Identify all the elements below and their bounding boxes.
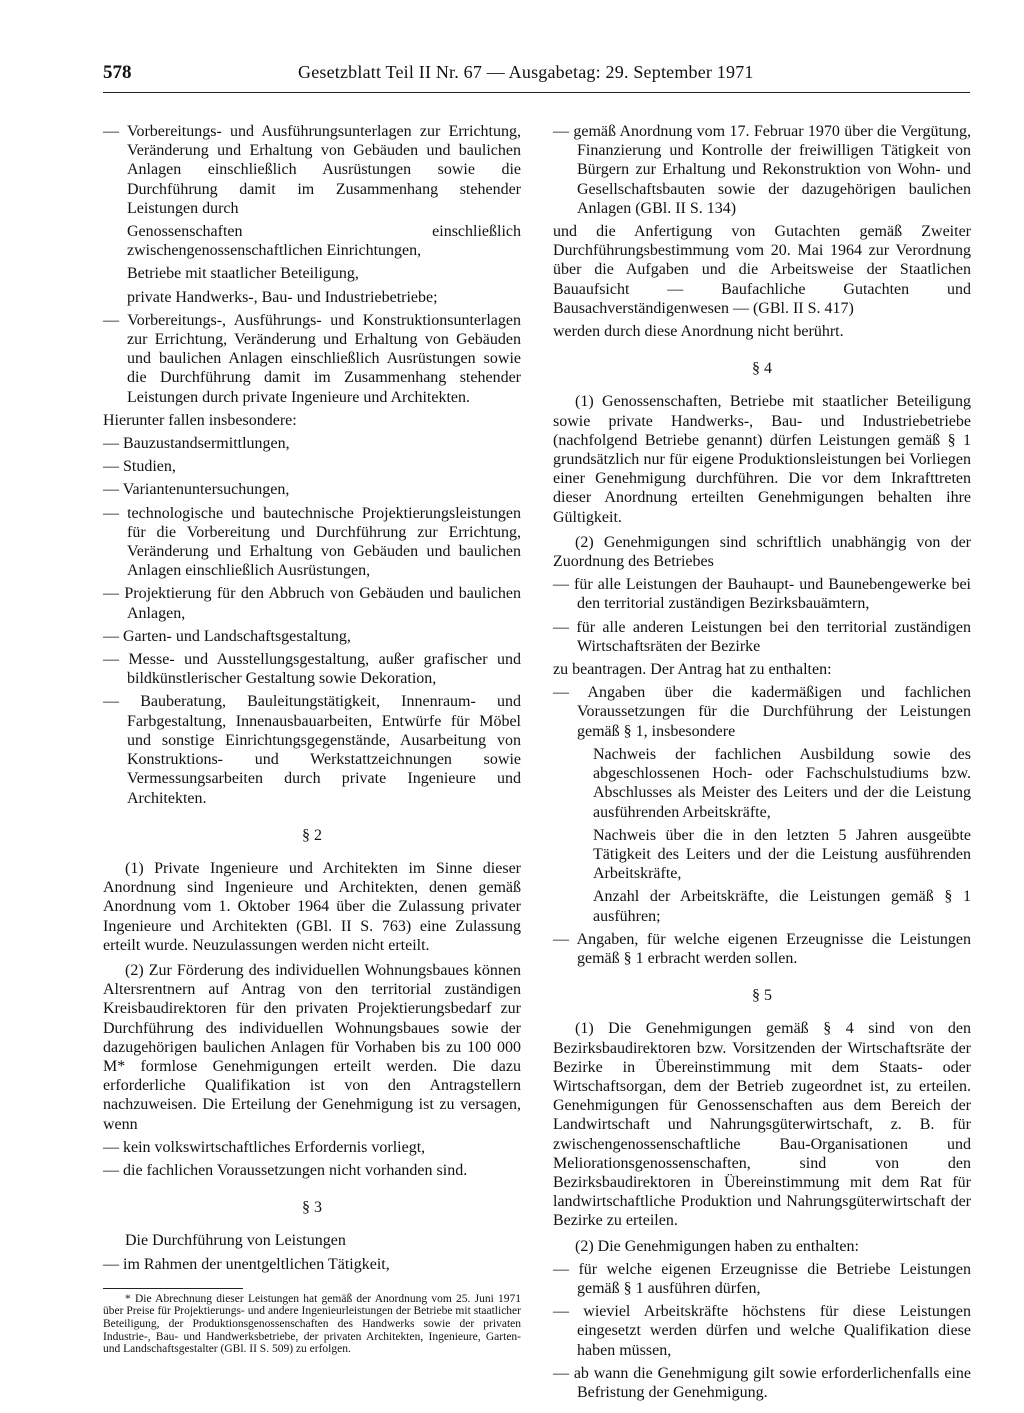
bullet-item: — die fachlichen Voraussetzungen nicht vorhanden sind. xyxy=(103,1161,468,1179)
sub-item: Genossenschaften einschließlich zwischengenossenschaftlichen Einrichtungen, xyxy=(127,223,521,260)
sub-item: Betriebe mit staatlicher Beteiligung, xyxy=(127,265,359,283)
list-item: — Studien, xyxy=(103,458,176,476)
footnote-text: * Die Abrechnung dieser Leistungen hat gemäß der Anordnung vom 25. Juni 1971 über Preise für Projektierungs- und andere Ingenieurleistungen der Betriebe mit staatlicher Beteiligung, der Produktionsgenossenschaften des Handwerks sowie der privaten Industrie-, Bau- und Handwerksbetriebe, der privaten Architekten, Ingenieure, Garten- und Landschaftsgestalter (GBl. II S. 509) zu erfolgen. xyxy=(103,1292,521,1356)
sub-item: Nachweis der fachlichen Ausbildung sowie des abgeschlossenen Hoch- oder Fachschulstudiums bzw. Abschlusses als Meister des Leiters und der die Leistung ausführenden Arbeitskräfte, xyxy=(593,745,971,821)
bullet-item: — für alle Leistungen der Bauhaupt- und Baunebengewerke bei den territorial zuständigen Bezirksbauämtern, xyxy=(553,576,971,613)
sub-item: Anzahl der Arbeitskräfte, die Leistungen gemäß § 1 ausführen; xyxy=(593,888,971,925)
paragraph: (1) Die Genehmigungen gemäß § 4 sind von den Bezirksbaudirektoren bzw. Vorsitzenden der Wirtschaftsräte der Bezirke in Übereinstimmung mit dem Staats- oder Wirtschaftsorgan, dem der Betrieb zugeordnet ist, zu erteilen. Genehmigungen für Genossenschaften aus dem Bereich der Landwirtschaft und Nahrungsgüterwirtschaft, z. B. für zwischengenossenschaftliche Bau-Organisationen und Meliorationsgenossenschaften, sind von den Bezirksbaudirektoren in Übereinstimmung mit dem Rat für landwirtschaftliche Produktion und Nahrungsgüterwirtschaft der Bezirke zu erteilen. xyxy=(553,1020,971,1230)
paragraph: (1) Genossenschaften, Betriebe mit staatlicher Beteiligung sowie private Handwerks-, Bau- und Industriebetriebe (nachfolgend Betriebe genannt) dürfen Leistungen gemäß § 1 grundsätzlich nur für eigene Produktionsleistungen bei Vorliegen einer Genehmigung durchführen. Die vor dem Inkrafttreten dieser Anordnung erteilten Genehmigungen behalten ihre Gültigkeit. xyxy=(553,393,971,526)
section-heading: § 2 xyxy=(302,826,322,844)
paragraph: (2) Die Genehmigungen haben zu enthalten: xyxy=(575,1237,859,1255)
bullet-item: — Angaben, für welche eigenen Erzeugnisse die Leistungen gemäß § 1 erbracht werden sollen. xyxy=(553,930,971,967)
paragraph: zu beantragen. Der Antrag hat zu enthalten: xyxy=(553,661,832,679)
list-item: — Projektierung für den Abbruch von Gebäuden und baulichen Anlagen, xyxy=(103,585,521,622)
sub-item: private Handwerks-, Bau- und Industriebetriebe; xyxy=(127,288,438,306)
page-number: 578 xyxy=(103,62,132,83)
bullet-item: — Angaben über die kadermäßigen und fachlichen Voraussetzungen für die Durchführung der Leistungen gemäß § 1, insbesondere xyxy=(553,684,971,740)
bullet-item: — kein volkswirtschaftliches Erfordernis vorliegt, xyxy=(103,1138,426,1156)
list-item: — technologische und bautechnische Projektierungsleistungen für die Vorbereitung und Durchführung zur Errichtung, Veränderung und Erhaltung von Gebäuden und baulichen Anlagen einschließlich Ausrüstungen, xyxy=(103,504,521,580)
paragraph: Die Durchführung von Leistungen xyxy=(125,1232,346,1250)
list-item: — Messe- und Ausstellungsgestaltung, außer grafischer und bildkünstlerischer Gestaltung sowie Dekoration, xyxy=(103,651,521,688)
bullet-item: — für welche eigenen Erzeugnisse die Betriebe Leistungen gemäß § 1 ausführen dürfen, xyxy=(553,1260,971,1297)
page-header xyxy=(103,62,970,93)
footnote xyxy=(103,1293,521,1356)
paragraph: Hierunter fallen insbesondere: xyxy=(103,411,297,429)
bullet-item: — im Rahmen der unentgeltlichen Tätigkeit, xyxy=(103,1255,390,1273)
section-heading: § 5 xyxy=(752,987,772,1005)
list-item: — Variantenuntersuchungen, xyxy=(103,481,290,499)
list-item: — Garten- und Landschaftsgestaltung, xyxy=(103,627,351,645)
bullet-item: — Vorbereitungs- und Ausführungsunterlagen zur Errichtung, Veränderung und Erhaltung von Gebäuden und baulichen Anlagen einschließlich Ausrüstungen sowie die Durchführung damit im Zusammenhang stehender Leistungen durch xyxy=(103,123,521,217)
bullet-item: — für alle anderen Leistungen bei den territorial zuständigen Wirtschaftsräten der Bezirke xyxy=(553,618,971,655)
section-heading: § 4 xyxy=(752,360,772,378)
list-item: — Bauberatung, Bauleitungstätigkeit, Innenraum- und Farbgestaltung, Innenausbauarbeiten, Entwürfe für Möbel und sonstige Einrichtungsgegenstände, Ausarbeitung von Konstruktions- und Werkstattzeichnungen sowie Vermessungsarbeiten durch private Ingenieure und Architekten. xyxy=(103,693,521,807)
sub-item: Nachweis über die in den letzten 5 Jahren ausgeübte Tätigkeit des Leiters und der die Leistung ausführenden Arbeitskräfte, xyxy=(593,826,971,883)
right-column xyxy=(553,122,971,1402)
bullet-item: — ab wann die Genehmigung gilt sowie erforderlichenfalls eine Befristung der Genehmigung. xyxy=(553,1364,971,1401)
footnote-divider xyxy=(103,1288,243,1289)
left-column xyxy=(103,122,521,1356)
header-title: Gesetzblatt Teil II Nr. 67 — Ausgabetag: 29. September 1971 xyxy=(298,62,754,82)
section-heading: § 3 xyxy=(302,1199,322,1217)
bullet-item: — Vorbereitungs-, Ausführungs- und Konstruktionsunterlagen zur Errichtung, Veränderung und Erhaltung von Gebäuden und baulichen Anlagen einschließlich Ausrüstungen sowie die Durchführung damit im Zusammenhang stehender Leistungen durch private Ingenieure und Architekten. xyxy=(103,311,521,406)
list-item: — Bauzustandsermittlungen, xyxy=(103,435,290,453)
paragraph: (1) Private Ingenieure und Architekten im Sinne dieser Anordnung sind Ingenieure und Architekten, denen gemäß Anordnung vom 1. Oktober 1964 über die Zulassung privater Ingenieure und Architekten (GBl. II S. 763) eine Zulassung erteilt wurde. Neuzulassungen werden nicht erteilt. xyxy=(103,859,521,954)
paragraph: und die Anfertigung von Gutachten gemäß Zweiter Durchführungsbestimmung vom 20. Mai 1964 zur Verordnung über die Aufgaben und die Arbeitsweise der Staatlichen Bauaufsicht — Baufachliche Gutachten und Bausachverständigenwesen — (GBl. II S. 417) xyxy=(553,223,971,317)
bullet-item: — gemäß Anordnung vom 17. Februar 1970 über die Vergütung, Finanzierung und Kontrolle der freiwilligen Tätigkeit von Bürgern zur Erhaltung und Rekonstruktion von Wohn- und Gesellschaftsbauten sowie der dazugehörigen baulichen Anlagen (GBl. II S. 134) xyxy=(553,123,971,217)
paragraph: (2) Zur Förderung des individuellen Wohnungsbaues können Altersrentnern auf Antrag von den territorial zuständigen Kreisbaudirektoren für den privaten Projektierungsbedarf zur Durchführung des individuellen Wohnungsbaues sowie der dazugehörigen baulichen Anlagen für Vorhaben bis zu 100 000 M* formlose Genehmigungen erteilt werden. Die dazu erforderliche Qualifikation ist von den Antragstellern nachzuweisen. Die Erteilung der Genehmigung ist zu versagen, wenn xyxy=(103,961,521,1133)
paragraph: (2) Genehmigungen sind schriftlich unabhängig von der Zuordnung des Betriebes xyxy=(553,533,971,571)
bullet-item: — wieviel Arbeitskräfte höchstens für diese Leistungen eingesetzt werden dürfen und welche Qualifikation diese haben müssen, xyxy=(553,1303,971,1359)
paragraph: werden durch diese Anordnung nicht berührt. xyxy=(553,323,844,341)
